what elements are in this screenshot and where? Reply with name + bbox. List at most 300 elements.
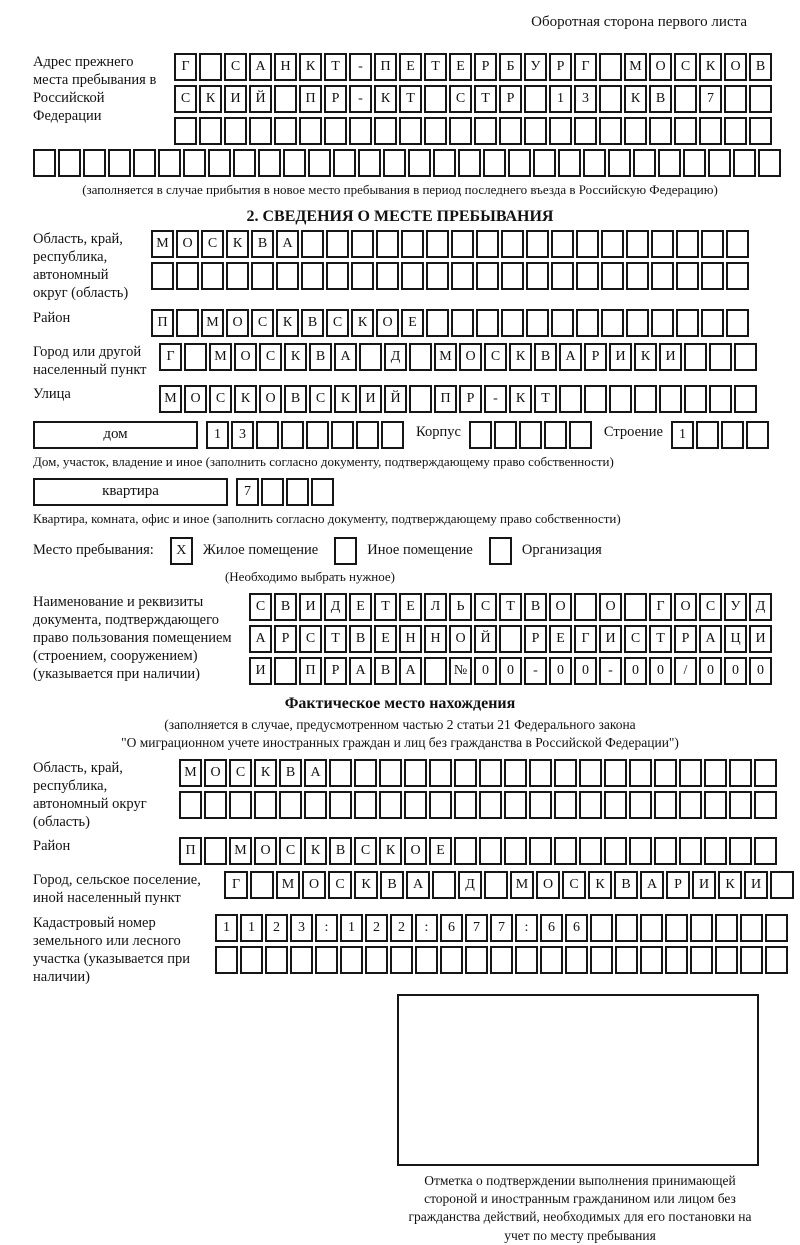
char-cell[interactable] xyxy=(765,946,788,974)
char-cell[interactable]: - xyxy=(599,657,622,685)
char-cell[interactable] xyxy=(224,117,247,145)
char-cell[interactable]: С xyxy=(224,53,247,81)
char-cell[interactable]: К xyxy=(276,309,299,337)
char-cell[interactable] xyxy=(432,871,456,899)
char-cell[interactable]: А xyxy=(249,625,272,653)
char-cell[interactable]: Г xyxy=(174,53,197,81)
char-cell[interactable] xyxy=(524,117,547,145)
char-cell[interactable]: А xyxy=(559,343,582,371)
char-cell[interactable]: К xyxy=(299,53,322,81)
char-cell[interactable] xyxy=(626,309,649,337)
char-cell[interactable] xyxy=(429,791,452,819)
char-cell[interactable]: 7 xyxy=(699,85,722,113)
char-cell[interactable] xyxy=(583,149,606,177)
char-cell[interactable] xyxy=(501,262,524,290)
char-cell[interactable] xyxy=(715,946,738,974)
char-cell[interactable] xyxy=(174,117,197,145)
char-cell[interactable] xyxy=(249,117,272,145)
char-cell[interactable] xyxy=(454,837,477,865)
char-cell[interactable]: Н xyxy=(399,625,422,653)
checkbox-residential[interactable]: X xyxy=(170,537,193,565)
char-cell[interactable]: С xyxy=(279,837,302,865)
char-cell[interactable] xyxy=(458,149,481,177)
char-cell[interactable] xyxy=(754,791,777,819)
char-cell[interactable] xyxy=(376,262,399,290)
char-cell[interactable]: В xyxy=(309,343,332,371)
char-cell[interactable] xyxy=(749,85,772,113)
char-cell[interactable]: П xyxy=(434,385,457,413)
char-cell[interactable] xyxy=(729,837,752,865)
char-cell[interactable] xyxy=(426,230,449,258)
char-cell[interactable] xyxy=(640,946,663,974)
char-cell[interactable] xyxy=(701,309,724,337)
char-cell[interactable] xyxy=(576,309,599,337)
char-cell[interactable]: Р xyxy=(666,871,690,899)
char-cell[interactable]: М xyxy=(229,837,252,865)
char-cell[interactable] xyxy=(574,117,597,145)
char-cell[interactable]: А xyxy=(349,657,372,685)
char-cell[interactable]: М xyxy=(209,343,232,371)
char-cell[interactable] xyxy=(724,117,747,145)
char-cell[interactable] xyxy=(569,421,592,449)
char-cell[interactable] xyxy=(740,946,763,974)
char-cell[interactable] xyxy=(524,85,547,113)
char-cell[interactable]: Р xyxy=(674,625,697,653)
char-cell[interactable] xyxy=(526,230,549,258)
char-cell[interactable] xyxy=(308,149,331,177)
char-cell[interactable] xyxy=(454,759,477,787)
char-cell[interactable]: Т xyxy=(499,593,522,621)
char-cell[interactable]: 3 xyxy=(574,85,597,113)
char-cell[interactable] xyxy=(654,791,677,819)
char-cell[interactable] xyxy=(684,343,707,371)
char-cell[interactable] xyxy=(429,759,452,787)
char-cell[interactable] xyxy=(311,478,334,506)
checkbox-other-premises[interactable] xyxy=(334,537,357,565)
char-cell[interactable]: Е xyxy=(399,593,422,621)
char-cell[interactable]: К xyxy=(509,385,532,413)
char-cell[interactable] xyxy=(469,421,492,449)
char-cell[interactable]: С xyxy=(474,593,497,621)
char-cell[interactable] xyxy=(726,262,749,290)
char-cell[interactable] xyxy=(559,385,582,413)
char-cell[interactable] xyxy=(479,837,502,865)
char-cell[interactable]: 0 xyxy=(649,657,672,685)
char-cell[interactable]: В xyxy=(251,230,274,258)
char-cell[interactable] xyxy=(265,946,288,974)
char-cell[interactable]: О xyxy=(599,593,622,621)
char-cell[interactable]: : xyxy=(515,914,538,942)
char-cell[interactable] xyxy=(379,791,402,819)
char-cell[interactable]: : xyxy=(415,914,438,942)
char-cell[interactable] xyxy=(696,421,719,449)
char-cell[interactable] xyxy=(651,230,674,258)
char-cell[interactable] xyxy=(501,230,524,258)
char-cell[interactable] xyxy=(374,117,397,145)
char-cell[interactable] xyxy=(609,385,632,413)
char-cell[interactable] xyxy=(226,262,249,290)
char-cell[interactable] xyxy=(734,385,757,413)
char-cell[interactable]: 0 xyxy=(749,657,772,685)
char-cell[interactable] xyxy=(721,421,744,449)
char-cell[interactable]: С xyxy=(229,759,252,787)
char-cell[interactable]: 0 xyxy=(499,657,522,685)
char-cell[interactable] xyxy=(301,230,324,258)
char-cell[interactable] xyxy=(354,759,377,787)
char-cell[interactable]: 0 xyxy=(699,657,722,685)
char-cell[interactable] xyxy=(754,837,777,865)
char-cell[interactable]: № xyxy=(449,657,472,685)
char-cell[interactable] xyxy=(590,914,613,942)
char-cell[interactable] xyxy=(626,262,649,290)
char-cell[interactable] xyxy=(424,117,447,145)
char-cell[interactable] xyxy=(199,53,222,81)
char-cell[interactable]: С xyxy=(174,85,197,113)
char-cell[interactable] xyxy=(426,309,449,337)
char-cell[interactable]: - xyxy=(524,657,547,685)
char-cell[interactable] xyxy=(454,791,477,819)
char-cell[interactable] xyxy=(479,791,502,819)
char-cell[interactable] xyxy=(326,230,349,258)
char-cell[interactable]: В xyxy=(649,85,672,113)
char-cell[interactable] xyxy=(133,149,156,177)
char-cell[interactable]: И xyxy=(749,625,772,653)
char-cell[interactable]: И xyxy=(299,593,322,621)
char-cell[interactable]: В xyxy=(524,593,547,621)
char-cell[interactable]: Т xyxy=(474,85,497,113)
char-cell[interactable] xyxy=(504,759,527,787)
char-cell[interactable]: Р xyxy=(474,53,497,81)
char-cell[interactable] xyxy=(306,421,329,449)
char-cell[interactable]: Й xyxy=(474,625,497,653)
char-cell[interactable]: Е xyxy=(374,625,397,653)
char-cell[interactable] xyxy=(283,149,306,177)
char-cell[interactable]: С xyxy=(201,230,224,258)
char-cell[interactable] xyxy=(615,946,638,974)
char-cell[interactable] xyxy=(729,791,752,819)
char-cell[interactable] xyxy=(151,262,174,290)
char-cell[interactable]: 2 xyxy=(390,914,413,942)
char-cell[interactable]: Т xyxy=(534,385,557,413)
char-cell[interactable]: К xyxy=(509,343,532,371)
char-cell[interactable] xyxy=(329,791,352,819)
char-cell[interactable] xyxy=(204,791,227,819)
char-cell[interactable] xyxy=(684,385,707,413)
char-cell[interactable] xyxy=(381,421,404,449)
char-cell[interactable] xyxy=(683,149,706,177)
char-cell[interactable] xyxy=(629,837,652,865)
char-cell[interactable] xyxy=(451,262,474,290)
char-cell[interactable]: О xyxy=(459,343,482,371)
char-cell[interactable] xyxy=(376,230,399,258)
char-cell[interactable] xyxy=(158,149,181,177)
char-cell[interactable] xyxy=(179,791,202,819)
char-cell[interactable] xyxy=(733,149,756,177)
char-cell[interactable]: 1 xyxy=(671,421,694,449)
char-cell[interactable] xyxy=(770,871,794,899)
char-cell[interactable] xyxy=(579,791,602,819)
char-cell[interactable]: И xyxy=(744,871,768,899)
char-cell[interactable] xyxy=(701,230,724,258)
char-cell[interactable] xyxy=(679,791,702,819)
char-cell[interactable]: О xyxy=(536,871,560,899)
char-cell[interactable]: С xyxy=(674,53,697,81)
char-cell[interactable] xyxy=(258,149,281,177)
char-cell[interactable]: Т xyxy=(324,625,347,653)
char-cell[interactable]: Е xyxy=(429,837,452,865)
char-cell[interactable]: С xyxy=(251,309,274,337)
char-cell[interactable] xyxy=(449,117,472,145)
char-cell[interactable] xyxy=(590,946,613,974)
char-cell[interactable]: К xyxy=(374,85,397,113)
char-cell[interactable]: Е xyxy=(401,309,424,337)
char-cell[interactable]: 1 xyxy=(340,914,363,942)
char-cell[interactable]: С xyxy=(562,871,586,899)
char-cell[interactable] xyxy=(483,149,506,177)
char-cell[interactable]: Р xyxy=(584,343,607,371)
char-cell[interactable]: Р xyxy=(324,657,347,685)
char-cell[interactable] xyxy=(729,759,752,787)
char-cell[interactable] xyxy=(326,262,349,290)
char-cell[interactable]: К xyxy=(334,385,357,413)
char-cell[interactable] xyxy=(315,946,338,974)
char-cell[interactable] xyxy=(676,309,699,337)
char-cell[interactable] xyxy=(640,914,663,942)
char-cell[interactable] xyxy=(254,791,277,819)
char-cell[interactable]: В xyxy=(329,837,352,865)
char-cell[interactable]: Д xyxy=(384,343,407,371)
char-cell[interactable] xyxy=(690,914,713,942)
char-cell[interactable]: В xyxy=(614,871,638,899)
char-cell[interactable]: О xyxy=(674,593,697,621)
char-cell[interactable] xyxy=(399,117,422,145)
char-cell[interactable]: С xyxy=(484,343,507,371)
char-cell[interactable]: А xyxy=(249,53,272,81)
char-cell[interactable]: Р xyxy=(324,85,347,113)
char-cell[interactable] xyxy=(604,759,627,787)
char-cell[interactable] xyxy=(286,478,309,506)
char-cell[interactable]: 7 xyxy=(236,478,259,506)
char-cell[interactable] xyxy=(276,262,299,290)
char-cell[interactable]: Г xyxy=(649,593,672,621)
char-cell[interactable]: Е xyxy=(399,53,422,81)
char-cell[interactable]: 6 xyxy=(540,914,563,942)
char-cell[interactable] xyxy=(526,262,549,290)
char-cell[interactable] xyxy=(465,946,488,974)
char-cell[interactable] xyxy=(504,837,527,865)
char-cell[interactable] xyxy=(290,946,313,974)
char-cell[interactable] xyxy=(404,791,427,819)
char-cell[interactable] xyxy=(704,791,727,819)
char-cell[interactable] xyxy=(351,262,374,290)
char-cell[interactable]: К xyxy=(354,871,378,899)
char-cell[interactable] xyxy=(724,85,747,113)
checkbox-organization[interactable] xyxy=(489,537,512,565)
char-cell[interactable] xyxy=(451,309,474,337)
char-cell[interactable] xyxy=(515,946,538,974)
char-cell[interactable]: К xyxy=(304,837,327,865)
char-cell[interactable] xyxy=(576,230,599,258)
char-cell[interactable]: С xyxy=(449,85,472,113)
char-cell[interactable]: Р xyxy=(274,625,297,653)
char-cell[interactable] xyxy=(490,946,513,974)
char-cell[interactable] xyxy=(424,657,447,685)
char-cell[interactable]: Г xyxy=(574,625,597,653)
char-cell[interactable]: О xyxy=(176,230,199,258)
char-cell[interactable]: 0 xyxy=(624,657,647,685)
char-cell[interactable]: К xyxy=(351,309,374,337)
char-cell[interactable] xyxy=(551,309,574,337)
char-cell[interactable]: К xyxy=(226,230,249,258)
char-cell[interactable]: М xyxy=(434,343,457,371)
char-cell[interactable] xyxy=(554,791,577,819)
char-cell[interactable] xyxy=(633,149,656,177)
char-cell[interactable] xyxy=(401,230,424,258)
char-cell[interactable]: Б xyxy=(499,53,522,81)
char-cell[interactable] xyxy=(709,385,732,413)
char-cell[interactable] xyxy=(440,946,463,974)
char-cell[interactable] xyxy=(274,657,297,685)
char-cell[interactable] xyxy=(451,230,474,258)
char-cell[interactable] xyxy=(709,343,732,371)
char-cell[interactable] xyxy=(426,262,449,290)
char-cell[interactable] xyxy=(58,149,81,177)
char-cell[interactable]: К xyxy=(254,759,277,787)
char-cell[interactable] xyxy=(279,791,302,819)
char-cell[interactable]: Й xyxy=(384,385,407,413)
char-cell[interactable] xyxy=(624,593,647,621)
char-cell[interactable] xyxy=(233,149,256,177)
char-cell[interactable] xyxy=(608,149,631,177)
char-cell[interactable] xyxy=(379,759,402,787)
char-cell[interactable]: А xyxy=(276,230,299,258)
char-cell[interactable] xyxy=(256,421,279,449)
char-cell[interactable] xyxy=(390,946,413,974)
char-cell[interactable] xyxy=(499,625,522,653)
char-cell[interactable]: И xyxy=(692,871,716,899)
char-cell[interactable]: П xyxy=(374,53,397,81)
char-cell[interactable] xyxy=(659,385,682,413)
char-cell[interactable]: 0 xyxy=(549,657,572,685)
char-cell[interactable]: К xyxy=(634,343,657,371)
char-cell[interactable] xyxy=(365,946,388,974)
char-cell[interactable]: Г xyxy=(159,343,182,371)
char-cell[interactable] xyxy=(665,946,688,974)
char-cell[interactable]: И xyxy=(599,625,622,653)
char-cell[interactable]: К xyxy=(699,53,722,81)
char-cell[interactable] xyxy=(83,149,106,177)
char-cell[interactable] xyxy=(746,421,769,449)
char-cell[interactable] xyxy=(544,421,567,449)
char-cell[interactable]: С xyxy=(259,343,282,371)
char-cell[interactable]: О xyxy=(204,759,227,787)
char-cell[interactable]: М xyxy=(201,309,224,337)
char-cell[interactable] xyxy=(299,117,322,145)
char-cell[interactable]: О xyxy=(226,309,249,337)
char-cell[interactable] xyxy=(424,85,447,113)
char-cell[interactable]: Т xyxy=(374,593,397,621)
char-cell[interactable] xyxy=(176,309,199,337)
char-cell[interactable]: / xyxy=(674,657,697,685)
char-cell[interactable]: О xyxy=(404,837,427,865)
char-cell[interactable] xyxy=(551,262,574,290)
char-cell[interactable] xyxy=(726,309,749,337)
char-cell[interactable]: С xyxy=(299,625,322,653)
char-cell[interactable]: А xyxy=(640,871,664,899)
char-cell[interactable]: О xyxy=(724,53,747,81)
char-cell[interactable]: 2 xyxy=(265,914,288,942)
char-cell[interactable] xyxy=(584,385,607,413)
char-cell[interactable]: 6 xyxy=(440,914,463,942)
char-cell[interactable] xyxy=(519,421,542,449)
char-cell[interactable]: О xyxy=(254,837,277,865)
char-cell[interactable]: К xyxy=(379,837,402,865)
char-cell[interactable]: К xyxy=(718,871,742,899)
char-cell[interactable] xyxy=(704,759,727,787)
char-cell[interactable] xyxy=(529,837,552,865)
char-cell[interactable] xyxy=(579,759,602,787)
char-cell[interactable]: О xyxy=(234,343,257,371)
char-cell[interactable] xyxy=(734,343,757,371)
char-cell[interactable]: А xyxy=(699,625,722,653)
char-cell[interactable] xyxy=(409,385,432,413)
char-cell[interactable]: Г xyxy=(224,871,248,899)
char-cell[interactable] xyxy=(549,117,572,145)
char-cell[interactable]: М xyxy=(624,53,647,81)
char-cell[interactable]: В xyxy=(284,385,307,413)
char-cell[interactable]: Ц xyxy=(724,625,747,653)
char-cell[interactable] xyxy=(409,343,432,371)
char-cell[interactable]: У xyxy=(724,593,747,621)
char-cell[interactable] xyxy=(329,759,352,787)
char-cell[interactable] xyxy=(576,262,599,290)
char-cell[interactable] xyxy=(476,230,499,258)
char-cell[interactable]: 1 xyxy=(215,914,238,942)
char-cell[interactable]: 0 xyxy=(474,657,497,685)
char-cell[interactable]: В xyxy=(279,759,302,787)
char-cell[interactable] xyxy=(176,262,199,290)
char-cell[interactable] xyxy=(690,946,713,974)
char-cell[interactable] xyxy=(533,149,556,177)
char-cell[interactable] xyxy=(351,230,374,258)
char-cell[interactable] xyxy=(250,871,274,899)
char-cell[interactable]: Р xyxy=(549,53,572,81)
char-cell[interactable]: Е xyxy=(349,593,372,621)
char-cell[interactable] xyxy=(183,149,206,177)
char-cell[interactable]: С xyxy=(354,837,377,865)
char-cell[interactable] xyxy=(740,914,763,942)
char-cell[interactable] xyxy=(281,421,304,449)
char-cell[interactable]: - xyxy=(484,385,507,413)
char-cell[interactable] xyxy=(765,914,788,942)
char-cell[interactable] xyxy=(383,149,406,177)
char-cell[interactable] xyxy=(626,230,649,258)
char-cell[interactable] xyxy=(356,421,379,449)
char-cell[interactable] xyxy=(340,946,363,974)
char-cell[interactable] xyxy=(554,837,577,865)
char-cell[interactable]: С xyxy=(209,385,232,413)
char-cell[interactable]: И xyxy=(359,385,382,413)
char-cell[interactable] xyxy=(749,117,772,145)
char-cell[interactable]: В xyxy=(301,309,324,337)
char-cell[interactable]: 0 xyxy=(724,657,747,685)
char-cell[interactable]: Т xyxy=(424,53,447,81)
char-cell[interactable]: С xyxy=(624,625,647,653)
char-cell[interactable] xyxy=(601,262,624,290)
char-cell[interactable] xyxy=(401,262,424,290)
char-cell[interactable] xyxy=(199,117,222,145)
char-cell[interactable]: М xyxy=(510,871,534,899)
